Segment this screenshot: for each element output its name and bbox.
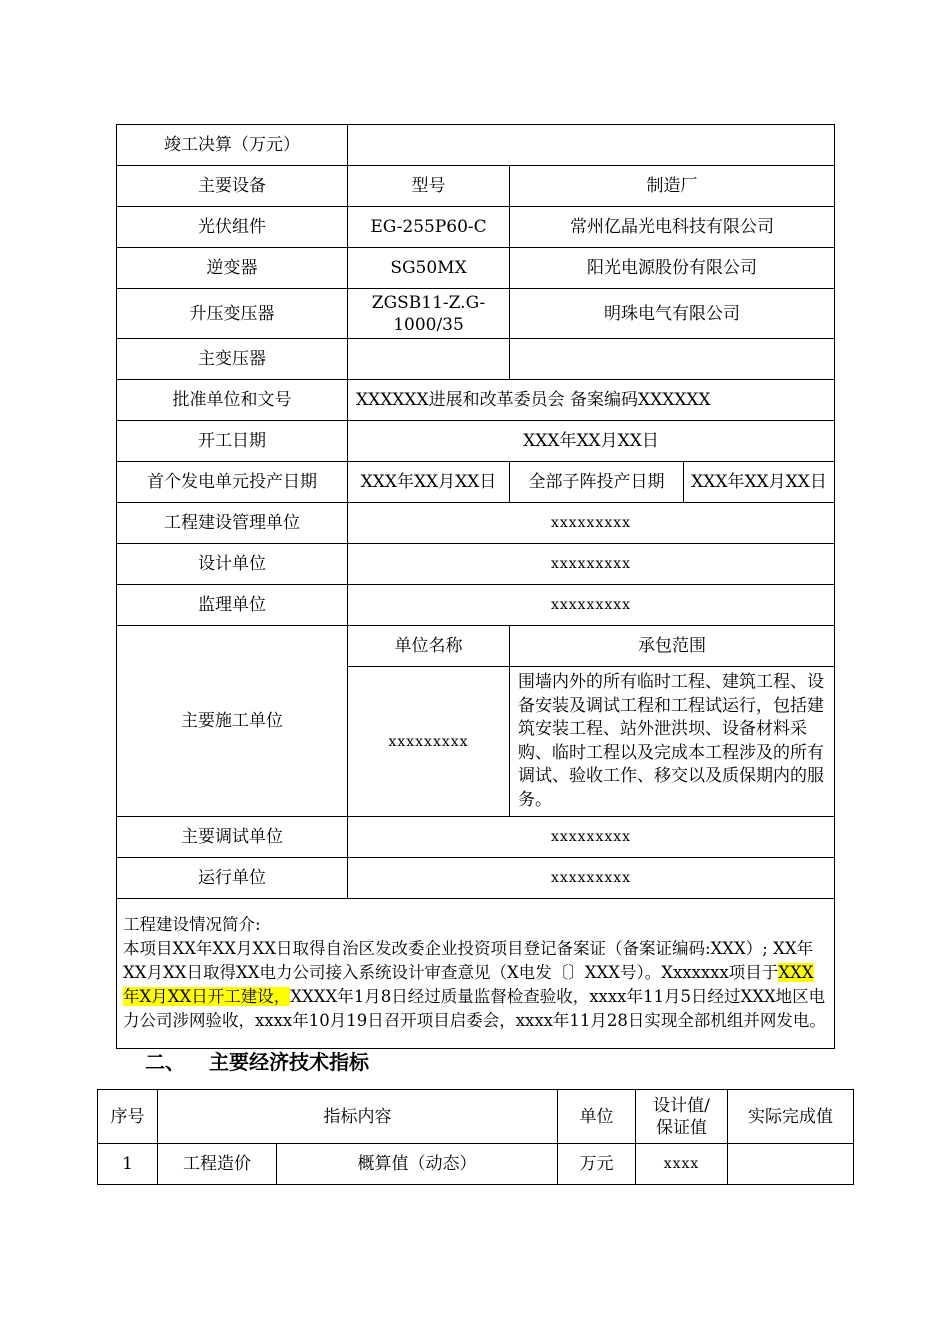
supervision-label: 监理单位 — [117, 585, 348, 626]
equipment-maker: 阳光电源股份有限公司 — [510, 248, 835, 289]
table-row — [117, 899, 835, 1049]
indicators-table — [97, 1089, 854, 1185]
summary-part-2: XXXX年1月8日经过质量监督检查验收，xxxx年11月5日经过XXX地区电力公司涉网验收，xxxx年10月19日召开项目启委会，xxxx年11月28日实现全部机组并网发电。 — [123, 987, 826, 1030]
table-row — [117, 166, 835, 207]
table-row — [117, 585, 835, 626]
seq-header: 序号 — [98, 1090, 158, 1144]
design-header: 设计值/保证值 — [636, 1090, 728, 1144]
table-row — [117, 817, 835, 858]
table-row — [117, 289, 835, 339]
supervision-value: xxxxxxxxx — [348, 585, 835, 626]
actual-header: 实际完成值 — [728, 1090, 854, 1144]
summary-title: 工程建设情况简介: — [123, 915, 261, 934]
table-row — [117, 339, 835, 380]
approval-value: XXXXXX进展和改革委员会 备案编码XXXXXX — [348, 380, 835, 421]
unit-header: 单位 — [558, 1090, 636, 1144]
content-header: 指标内容 — [158, 1090, 558, 1144]
row-item: 概算值（动态） — [277, 1144, 558, 1185]
first-unit-label: 首个发电单元投产日期 — [117, 462, 348, 503]
section-title: 主要经济技术指标 — [209, 1050, 369, 1074]
model-header: 型号 — [348, 166, 510, 207]
row-category: 工程造价 — [158, 1144, 277, 1185]
final-accounts-label: 竣工决算（万元） — [117, 125, 348, 166]
summary-text — [123, 937, 828, 1033]
equipment-maker: 明珠电气有限公司 — [510, 289, 835, 339]
table-row — [117, 380, 835, 421]
construction-scope-header: 承包范围 — [510, 626, 835, 667]
commissioning-value: xxxxxxxxx — [348, 817, 835, 858]
operation-value: xxxxxxxxx — [348, 858, 835, 899]
table-row — [98, 1090, 854, 1144]
all-arrays-label: 全部子阵投产日期 — [510, 462, 684, 503]
final-accounts-value — [348, 125, 835, 166]
section-heading — [145, 1046, 369, 1075]
equipment-header: 主要设备 — [117, 166, 348, 207]
maker-header: 制造厂 — [510, 166, 835, 207]
first-unit-value: XXX年XX月XX日 — [348, 462, 510, 503]
all-arrays-value: XXX年XX月XX日 — [684, 462, 835, 503]
design-value: xxxxxxxxx — [348, 544, 835, 585]
design-label: 设计单位 — [117, 544, 348, 585]
construction-name-value: xxxxxxxxx — [348, 667, 510, 817]
table-row — [117, 248, 835, 289]
section-number: 二、 — [145, 1050, 185, 1074]
row-unit: 万元 — [558, 1144, 636, 1185]
construction-scope-value: 围墙内外的所有临时工程、建筑工程、设备安装及调试工程和工程试运行，包括建筑安装工程、站外泄洪坝、设备材料采购、临时工程以及完成本工程涉及的所有调试、验收工作、移交以及质保期内的服务。 — [510, 667, 835, 817]
equipment-name: 光伏组件 — [117, 207, 348, 248]
table-row — [117, 462, 835, 503]
project-summary — [117, 899, 835, 1049]
equipment-name: 升压变压器 — [117, 289, 348, 339]
summary-part-1: 本项目XX年XX月XX日取得自治区发改委企业投资项目登记备案证（备案证编码:XXX）; XX年XX月XX日取得XX电力公司接入系统设计审查意见（X电发〔〕XXX号）。Xxxxxxx项目于 — [123, 939, 814, 982]
operation-label: 运行单位 — [117, 858, 348, 899]
project-info-table — [116, 124, 835, 1049]
table-row — [98, 1144, 854, 1185]
construction-name-header: 单位名称 — [348, 626, 510, 667]
table-row — [117, 421, 835, 462]
equipment-model: SG50MX — [348, 248, 510, 289]
equipment-name: 主变压器 — [117, 339, 348, 380]
start-date-label: 开工日期 — [117, 421, 348, 462]
mgmt-value: xxxxxxxxx — [348, 503, 835, 544]
table-row — [117, 544, 835, 585]
approval-label: 批准单位和文号 — [117, 380, 348, 421]
row-actual — [728, 1144, 854, 1185]
table-row — [117, 858, 835, 899]
equipment-name: 逆变器 — [117, 248, 348, 289]
start-date-value: XXX年XX月XX日 — [348, 421, 835, 462]
table-row — [117, 503, 835, 544]
equipment-model — [348, 339, 510, 380]
equipment-maker — [510, 339, 835, 380]
construction-label: 主要施工单位 — [117, 626, 348, 817]
mgmt-label: 工程建设管理单位 — [117, 503, 348, 544]
equipment-model: ZGSB11-Z.G-1000/35 — [348, 289, 510, 339]
row-seq: 1 — [98, 1144, 158, 1185]
equipment-model: EG-255P60-C — [348, 207, 510, 248]
equipment-maker: 常州亿晶光电科技有限公司 — [510, 207, 835, 248]
summary-highlight: XXX年X月XX日开工建设， — [123, 963, 814, 1006]
table-row — [117, 125, 835, 166]
row-design: xxxx — [636, 1144, 728, 1185]
commissioning-label: 主要调试单位 — [117, 817, 348, 858]
table-row — [117, 207, 835, 248]
table-row — [117, 626, 835, 667]
